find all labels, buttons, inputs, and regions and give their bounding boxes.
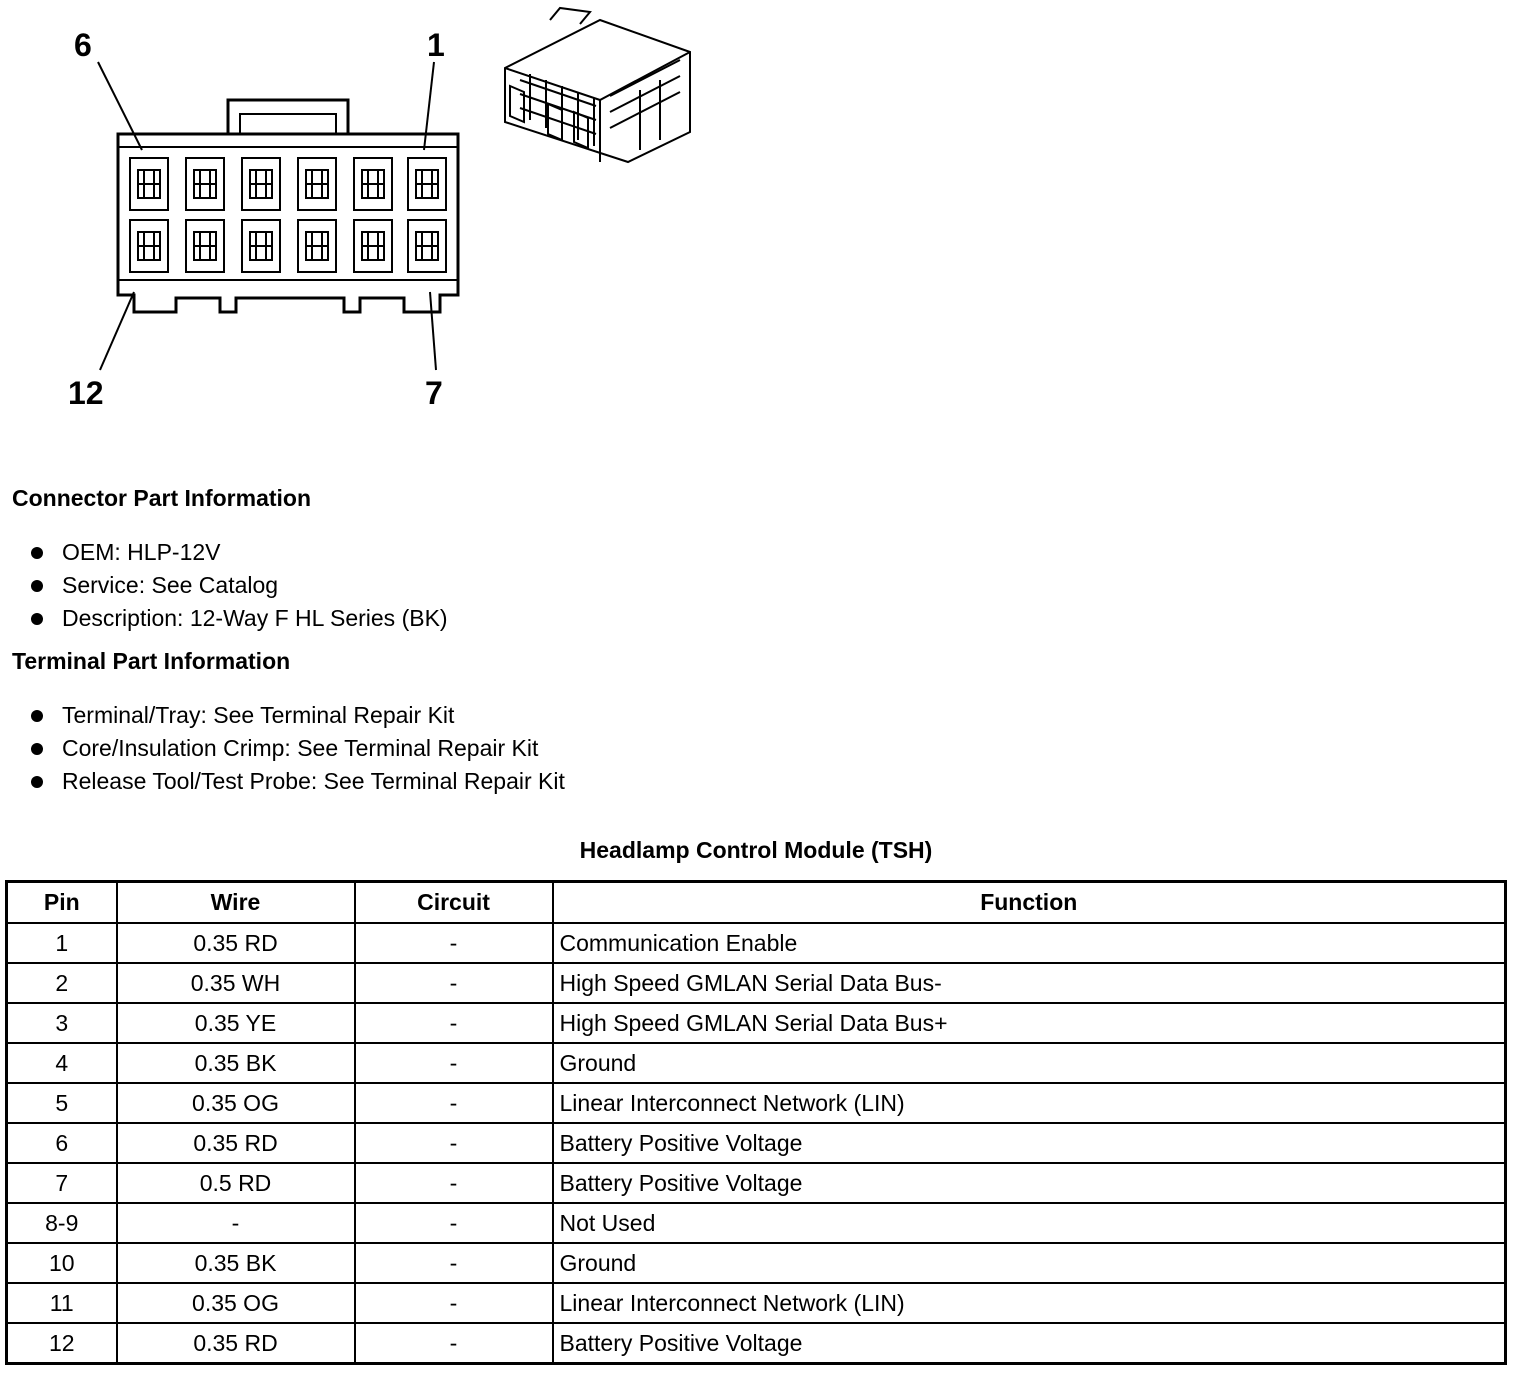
header-circuit: Circuit (355, 882, 553, 924)
pin-label-6: 6 (74, 27, 92, 63)
list-item-text: Description: 12-Way F HL Series (BK) (62, 605, 448, 631)
cell-wire: - (117, 1203, 355, 1243)
cell-pin: 6 (7, 1123, 117, 1163)
table-row (7, 1323, 1506, 1364)
table-row (7, 1043, 1506, 1083)
table-row (7, 1243, 1506, 1283)
cell-circuit: - (355, 1203, 553, 1243)
cell-pin: 10 (7, 1243, 117, 1283)
cell-wire: 0.35 BK (117, 1043, 355, 1083)
cell-circuit: - (355, 1163, 553, 1203)
cell-wire: 0.35 OG (117, 1283, 355, 1323)
bullet-icon (31, 580, 43, 592)
cell-pin: 5 (7, 1083, 117, 1123)
table-row (7, 1083, 1506, 1123)
cell-wire: 0.35 RD (117, 1123, 355, 1163)
cell-function: Battery Positive Voltage (553, 1323, 1506, 1364)
cell-circuit: - (355, 1043, 553, 1083)
bullet-icon (31, 776, 43, 788)
cell-function: Communication Enable (553, 923, 1506, 963)
list-item (28, 765, 565, 798)
cell-circuit: - (355, 1283, 553, 1323)
cell-circuit: - (355, 963, 553, 1003)
cell-function: Battery Positive Voltage (553, 1163, 1506, 1203)
cell-circuit: - (355, 1123, 553, 1163)
cell-function: Ground (553, 1243, 1506, 1283)
table-row (7, 1203, 1506, 1243)
cell-circuit: - (355, 1323, 553, 1364)
connector-part-info-heading: Connector Part Information (12, 485, 312, 511)
cell-pin: 12 (7, 1323, 117, 1364)
bullet-icon (31, 547, 43, 559)
cell-function: Linear Interconnect Network (LIN) (553, 1283, 1506, 1323)
list-item (28, 602, 448, 635)
cell-circuit: - (355, 1003, 553, 1043)
table-header-row (7, 882, 1506, 924)
list-item-text: Service: See Catalog (62, 572, 279, 598)
list-item (28, 699, 565, 732)
cell-wire: 0.35 WH (117, 963, 355, 1003)
cell-function: Linear Interconnect Network (LIN) (553, 1083, 1506, 1123)
pin-label-7: 7 (425, 375, 443, 411)
cell-pin: 4 (7, 1043, 117, 1083)
connector-lock-tab (228, 100, 348, 134)
pinout-table (5, 880, 1507, 1365)
cell-circuit: - (355, 1243, 553, 1283)
pin-label-1: 1 (427, 27, 445, 63)
header-pin: Pin (7, 882, 117, 924)
list-item-text: Release Tool/Test Probe: See Terminal Repair Kit (62, 768, 565, 794)
connector-isometric-view (505, 8, 690, 162)
list-item (28, 569, 448, 602)
list-item-text: Terminal/Tray: See Terminal Repair Kit (62, 702, 455, 728)
table-row (7, 1003, 1506, 1043)
cell-function: Ground (553, 1043, 1506, 1083)
header-wire: Wire (117, 882, 355, 924)
cell-pin: 8-9 (7, 1203, 117, 1243)
table-row (7, 963, 1506, 1003)
cell-wire: 0.35 RD (117, 1323, 355, 1364)
cell-pin: 1 (7, 923, 117, 963)
bullet-icon (31, 743, 43, 755)
cell-wire: 0.35 OG (117, 1083, 355, 1123)
cell-wire: 0.35 BK (117, 1243, 355, 1283)
cell-pin: 7 (7, 1163, 117, 1203)
cell-circuit: - (355, 923, 553, 963)
leader-line-pin-1 (424, 62, 434, 150)
list-item (28, 732, 565, 765)
connector-diagram (0, 0, 720, 420)
cell-pin: 11 (7, 1283, 117, 1323)
bullet-icon (31, 710, 43, 722)
cell-function: Battery Positive Voltage (553, 1123, 1506, 1163)
cell-wire: 0.5 RD (117, 1163, 355, 1203)
list-item (28, 536, 448, 569)
leader-line-pin-6 (98, 62, 142, 150)
table-row (7, 1283, 1506, 1323)
table-row (7, 1123, 1506, 1163)
connector-part-info-list (28, 536, 448, 635)
terminal-part-info-list (28, 699, 565, 798)
cell-wire: 0.35 YE (117, 1003, 355, 1043)
terminal-part-info-heading: Terminal Part Information (12, 648, 291, 674)
list-item-text: Core/Insulation Crimp: See Terminal Repair Kit (62, 735, 539, 761)
header-function: Function (553, 882, 1506, 924)
table-title: Headlamp Control Module (TSH) (579, 837, 933, 863)
table-row (7, 1163, 1506, 1203)
leader-line-pin-12 (100, 292, 134, 370)
cell-circuit: - (355, 1083, 553, 1123)
table-row (7, 923, 1506, 963)
list-item-text: OEM: HLP-12V (62, 539, 221, 565)
cell-function: Not Used (553, 1203, 1506, 1243)
cell-function: High Speed GMLAN Serial Data Bus+ (553, 1003, 1506, 1043)
pin-label-12: 12 (68, 375, 104, 411)
cell-pin: 2 (7, 963, 117, 1003)
leader-line-pin-7 (430, 292, 436, 370)
cell-wire: 0.35 RD (117, 923, 355, 963)
bullet-icon (31, 613, 43, 625)
cell-pin: 3 (7, 1003, 117, 1043)
cell-function: High Speed GMLAN Serial Data Bus- (553, 963, 1506, 1003)
